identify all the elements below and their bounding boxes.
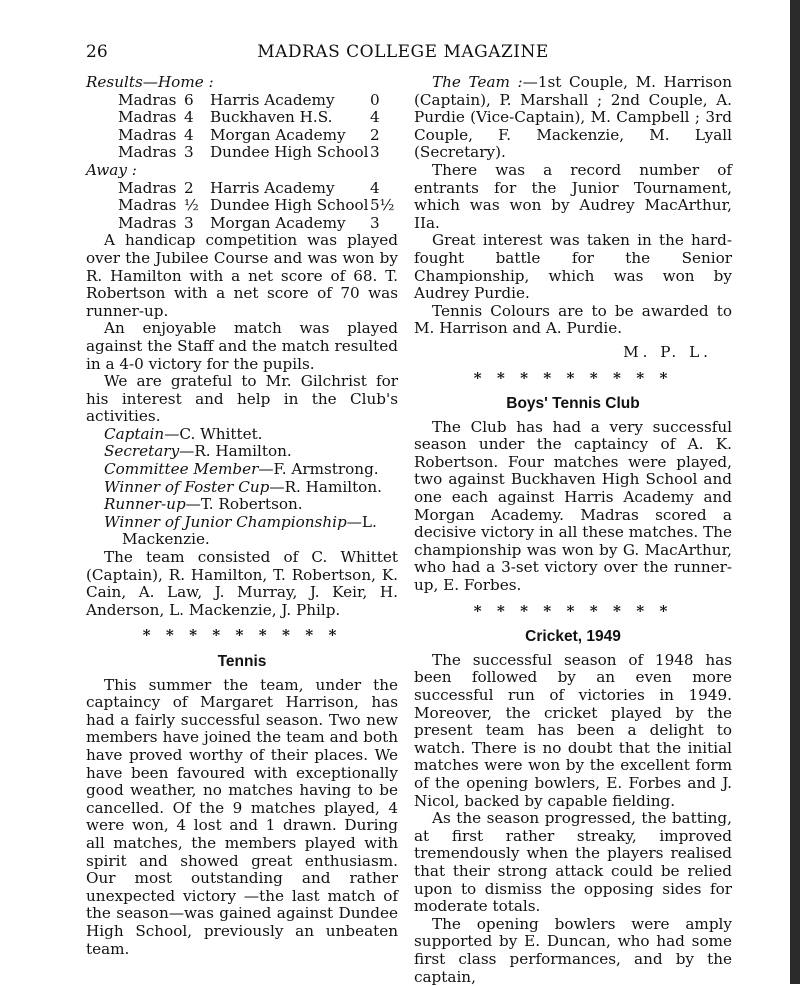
gratitude-paragraph: We are grateful to Mr. Gilchrist for his interest and help in the Club's activities. bbox=[86, 372, 398, 426]
result-opponent: Dundee High School bbox=[210, 143, 369, 162]
running-title: MADRAS COLLEGE MAGAZINE bbox=[257, 42, 549, 62]
officer-role: Captain bbox=[104, 424, 165, 443]
result-opponent: Buckhaven H.S. bbox=[210, 108, 333, 127]
result-team: Madras bbox=[118, 178, 177, 197]
page-header bbox=[86, 42, 720, 66]
result-opponent: Morgan Academy bbox=[210, 213, 346, 232]
author-signature: M. P. L. bbox=[623, 342, 712, 361]
result-opp-score: 3 bbox=[370, 213, 380, 232]
officer-entry: Committee Member—F. Armstrong. bbox=[104, 460, 379, 479]
boys-tennis-paragraph: The Club has had a very successful season under the captaincy of A. K. Robertson. Four matches were played, two against Buckhaven High School and one each against Harris Academy and Morgan Academy. Madras scored a decisive victory in all these matches. The championship was won by G. MacArthur, who had a 3-set victory over the runner-up, E. Forbes. bbox=[414, 417, 732, 595]
left-column bbox=[86, 74, 398, 958]
tennis-colours-paragraph: Tennis Colours are to be awarded to M. Harrison and A. Purdie. bbox=[414, 301, 732, 338]
result-team: Madras bbox=[118, 108, 177, 127]
officer-entry: Winner of Junior Championship—L. Mackenzie. bbox=[104, 512, 377, 549]
result-opp-score: 5½ bbox=[370, 196, 395, 215]
page-edge bbox=[790, 0, 800, 984]
result-score: 6 bbox=[184, 90, 194, 109]
result-opponent: Morgan Academy bbox=[210, 125, 346, 144]
result-opp-score: 4 bbox=[370, 108, 380, 127]
result-opponent: Dundee High School bbox=[210, 196, 369, 215]
result-score: 2 bbox=[184, 178, 194, 197]
result-score: 3 bbox=[184, 213, 194, 232]
cricket-heading: Cricket, 1949 bbox=[525, 628, 621, 646]
section-divider: * * * * * * * * * bbox=[473, 601, 673, 620]
officer-role: Committee Member bbox=[104, 460, 259, 479]
result-opp-score: 0 bbox=[370, 90, 380, 109]
tennis-team-paragraph bbox=[414, 74, 732, 162]
result-row bbox=[118, 144, 390, 162]
officer-name: R. Hamilton. bbox=[284, 477, 382, 496]
result-opp-score: 4 bbox=[370, 178, 380, 197]
result-team: Madras bbox=[118, 196, 177, 215]
officer-role: Secretary bbox=[104, 442, 180, 461]
result-score: ½ bbox=[184, 196, 199, 215]
result-score: 4 bbox=[184, 108, 194, 127]
tennis-paragraph: This summer the team, under the captaincy of Margaret Harrison, has had a fairly successful season. Two new members have joined the team and both have proved worthy of their places. We have been favoured with exceptionally good weather, no matches having to be cancelled. Of the 9 matches played, 4 were won, 4 lost and 1 drawn. During all matches, the members played with spirit and showed great enthusiasm. Our most outstanding and rather unexpected victory —the last match of the season—was gained against Dundee High School, previously an unbeaten team. bbox=[86, 675, 398, 958]
section-divider: * * * * * * * * * bbox=[142, 626, 342, 645]
team-label: The Team : bbox=[432, 73, 523, 91]
officer-name: L. Mackenzie. bbox=[122, 512, 377, 549]
result-team: Madras bbox=[118, 213, 177, 232]
team-paragraph: The team consisted of C. Whittet (Captain), R. Hamilton, T. Robertson, K. Cain, A. Law, J. Murray, J. Keir, H. Anderson, L. Mackenzie, J. Philp. bbox=[86, 548, 398, 619]
cricket-paragraph-3: The opening bowlers were amply supported by E. Duncan, who had some first class performances, and by the captain, bbox=[414, 914, 732, 986]
officer-name: R. Hamilton. bbox=[194, 442, 292, 461]
result-team: Madras bbox=[118, 143, 177, 162]
officers-list bbox=[86, 426, 398, 549]
officer-entry: Winner of Foster Cup—R. Hamilton. bbox=[104, 477, 382, 496]
handicap-paragraph: A handicap competition was played over the Jubilee Course and was won by R. Hamilton with a net score of 68. T. Robertson with a net score of 70 was runner-up. bbox=[86, 231, 398, 320]
result-score: 4 bbox=[184, 125, 194, 144]
results-home-label: Results—Home : bbox=[86, 73, 214, 91]
results-away-label: Away : bbox=[86, 160, 137, 179]
officer-entry: Captain—C. Whittet. bbox=[104, 424, 263, 443]
junior-tournament-paragraph: There was a record number of entrants for the Junior Tournament, which was won by Audrey MacArthur, IIa. bbox=[414, 160, 732, 232]
cricket-paragraph-1: The successful season of 1948 has been followed by an even more successful run of victories in 1949. Moreover, the cricket played by the present team has been a delight to watch. There is no doubt that the initial matches were won by the excellent form of the opening bowlers, E. Forbes and J. Nicol, backed by capable fielding. bbox=[414, 650, 732, 810]
home-results-table bbox=[118, 92, 390, 162]
result-row bbox=[118, 92, 390, 110]
tennis-heading: Tennis bbox=[217, 653, 267, 670]
result-opponent: Harris Academy bbox=[210, 178, 335, 197]
result-opp-score: 2 bbox=[370, 125, 380, 144]
cricket-paragraph-2: As the season progressed, the batting, at first rather streaky, improved tremendously when the players realised that their strong attack could be relied upon to dismiss the opposing sides for moderate totals. bbox=[414, 809, 732, 916]
result-score: 3 bbox=[184, 143, 194, 162]
result-opp-score: 3 bbox=[370, 143, 380, 162]
result-row bbox=[118, 127, 390, 145]
result-row bbox=[118, 197, 394, 215]
page-number: 26 bbox=[86, 42, 108, 62]
boys-tennis-heading: Boys' Tennis Club bbox=[506, 395, 640, 413]
result-row bbox=[118, 180, 394, 198]
officer-role: Winner of Foster Cup bbox=[104, 477, 270, 496]
result-team: Madras bbox=[118, 90, 177, 109]
result-row bbox=[118, 215, 394, 233]
officer-name: T. Robertson. bbox=[200, 495, 303, 514]
officer-entry: Runner-up—T. Robertson. bbox=[104, 495, 303, 514]
right-column bbox=[414, 74, 732, 986]
staff-match-paragraph: An enjoyable match was played against the Staff and the match resulted in a 4-0 victory for the pupils. bbox=[86, 319, 398, 373]
away-results-table bbox=[118, 180, 394, 233]
officer-role: Winner of Junior Championship bbox=[104, 512, 347, 531]
officer-name: F. Armstrong. bbox=[273, 460, 379, 479]
officer-entry: Secretary—R. Hamilton. bbox=[104, 442, 292, 461]
section-divider: * * * * * * * * * bbox=[473, 368, 673, 387]
result-row bbox=[118, 109, 390, 127]
team-list: —1st Couple, M. Harrison (Captain), P. Marshall ; 2nd Couple, A. Purdie (Vice-Captain), M. Campbell ; 3rd Couple, F. Mackenzie, M. Lyall (Secretary). bbox=[414, 73, 732, 162]
officer-name: C. Whittet. bbox=[179, 424, 263, 443]
result-opponent: Harris Academy bbox=[210, 90, 335, 109]
result-team: Madras bbox=[118, 125, 177, 144]
senior-championship-paragraph: Great interest was taken in the hard-fought battle for the Senior Championship, which was won by Audrey Purdie. bbox=[414, 231, 732, 303]
officer-role: Runner-up bbox=[104, 495, 186, 514]
